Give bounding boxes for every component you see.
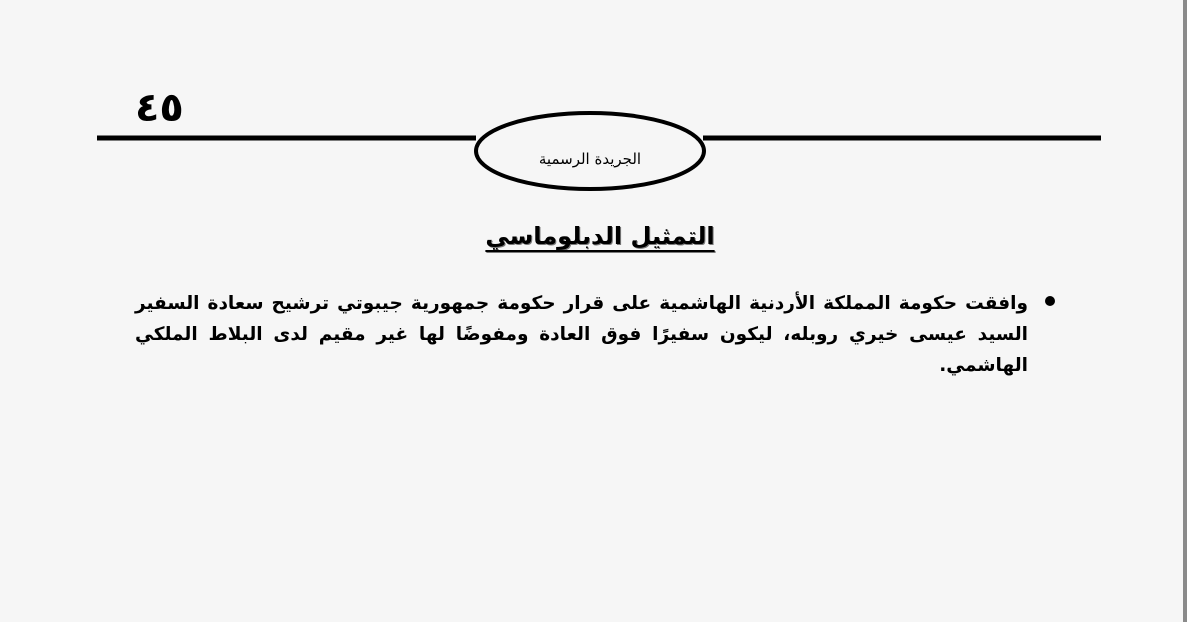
section-heading: التمثيل الدبلوماسي <box>485 222 715 250</box>
page-number: ٤٥ <box>135 85 184 131</box>
bullet-icon <box>1045 296 1055 306</box>
gazette-title: الجريدة الرسمية <box>538 150 642 168</box>
announcement-text: وافقت حكومة المملكة الأردنية الهاشمية على قرار حكومة جمهورية جيبوتي ترشيح سعادة السفير السيد عيسى خيري روبله، ليكون سفيرًا فوق العادة ومفوضًا لها غير مقيم لدى البلاط الملكي الهاشمي. <box>135 293 1028 376</box>
announcement-item <box>135 288 1055 381</box>
